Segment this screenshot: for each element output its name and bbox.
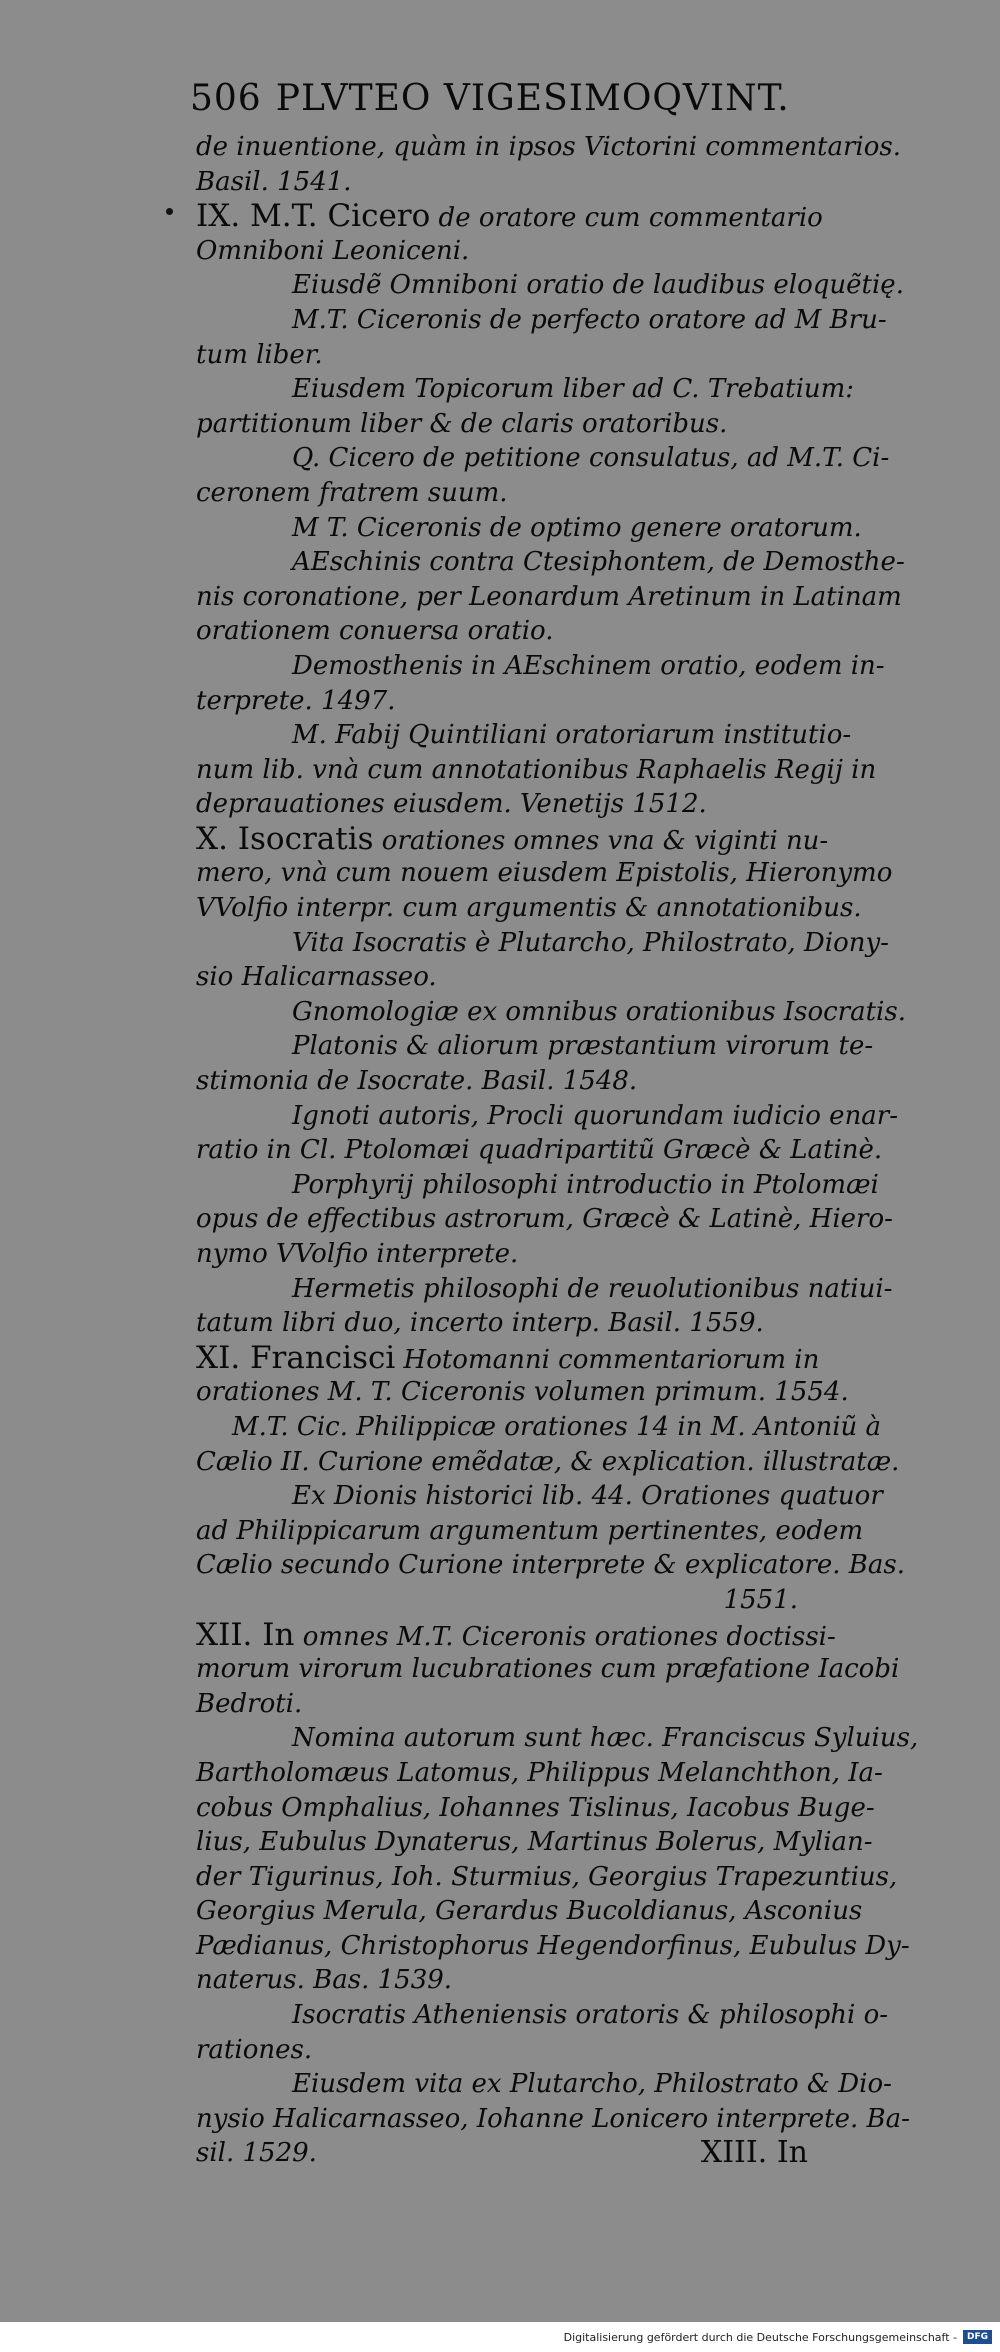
line-text: Bedroti. xyxy=(196,1688,303,1719)
line-text: de inuentione, quàm in ipsos Victorini commentarios. xyxy=(196,132,901,162)
section-heading-line xyxy=(196,820,829,857)
text-line xyxy=(196,2067,892,2102)
line-text: naterus. Bas. 1539. xyxy=(196,1965,453,1996)
text-line xyxy=(196,545,905,580)
line-text: VVolfio interpr. cum argumentis & annotationibus. xyxy=(196,893,862,924)
line-text: IX. M.T. Cicero xyxy=(196,198,431,235)
text-line xyxy=(196,1721,919,1756)
text-line xyxy=(196,684,808,719)
line-text: Nomina autorum sunt hæc. Franciscus Syluius, xyxy=(292,1723,919,1754)
text-line xyxy=(196,1998,889,2033)
line-text: M. Fabij Quintiliani oratoriarum institutio- xyxy=(292,720,852,751)
line-text: sio Halicarnasseo. xyxy=(196,962,437,993)
line-text: Eiusdẽ Omniboni oratio de laudibus eloquẽtię. xyxy=(292,270,904,301)
footer-credit: Digitalisierung gefördert durch die Deutsche Forschungsgemeinschaft - xyxy=(563,2330,957,2344)
line-text: M.T. Ciceronis de perfecto oratore ad M Bru- xyxy=(292,304,887,335)
section-heading-line xyxy=(196,198,823,235)
text-line xyxy=(196,1479,883,1514)
line-text: num lib. vnà cum annotationibus Raphaelis Regij in xyxy=(196,754,877,785)
dfg-logo: DFG xyxy=(963,2330,992,2344)
text-line xyxy=(196,1133,883,1168)
page-number: 506 xyxy=(190,78,262,119)
text-line xyxy=(196,441,890,476)
line-text: der Tigurinus, Ioh. Sturmius, Georgius Trapezuntius, xyxy=(196,1861,898,1892)
text-line xyxy=(196,1929,910,1964)
text-line xyxy=(196,1548,905,1583)
line-text: Eiusdem vita ex Plutarcho, Philostrato & Dio- xyxy=(292,2069,892,2100)
text-line xyxy=(196,1652,900,1687)
line-text: AEschinis contra Ctesiphontem, de Demosthe- xyxy=(292,547,905,578)
line-text: Vita Isocratis è Plutarcho, Philostrato, Diony- xyxy=(292,927,889,958)
line-text: tatum libri duo, incerto interp. Basil. 1559. xyxy=(196,1308,764,1339)
text-line xyxy=(196,1583,808,1618)
text-line xyxy=(196,787,808,822)
last-line xyxy=(196,2136,808,2171)
text-line xyxy=(196,1825,873,1860)
line-text: ratio in Cl. Ptolomæi quadripartitũ Græcè & Latinè. xyxy=(196,1135,883,1166)
text-line xyxy=(196,1202,893,1237)
text-line xyxy=(196,649,885,684)
text-line xyxy=(196,1306,808,1341)
text-line xyxy=(196,1894,863,1929)
text-line xyxy=(196,1410,882,1445)
margin-mark xyxy=(166,208,173,215)
line-text: tum liber. xyxy=(196,339,323,370)
text-line xyxy=(196,1168,879,1203)
line-text: 1551. xyxy=(723,1584,798,1615)
line-text-tail: orationes omnes vna & viginti nu- xyxy=(373,825,829,856)
text-line xyxy=(196,1029,874,1064)
running-title: PLVTEO VIGESIMOQVINT. xyxy=(275,78,790,119)
text-line xyxy=(196,234,808,269)
text-line xyxy=(196,1099,899,1134)
line-text: Hermetis philosophi de reuolutionibus natiui- xyxy=(292,1273,893,1304)
text-line xyxy=(196,407,808,442)
line-text-tail: de oratore cum commentario xyxy=(430,203,823,234)
line-text: nis coronatione, per Leonardum Aretinum in Latinam xyxy=(196,581,902,612)
line-text: partitionum liber & de claris oratoribus. xyxy=(196,408,728,439)
text-line xyxy=(196,995,906,1030)
line-text: rationes. xyxy=(196,2034,313,2065)
line-text: lius, Eubulus Dynaterus, Martinus Bolerus, Mylian- xyxy=(196,1827,873,1858)
line-text: Porphyrij philosophi introductio in Ptolomæi xyxy=(292,1169,879,1200)
text-line xyxy=(196,891,862,926)
text-line xyxy=(196,130,901,165)
line-text: nymo VVolfio interprete. xyxy=(196,1239,519,1269)
line-text: mero, vnà cum nouem eiusdem Epistolis, Hieronymo xyxy=(196,858,893,889)
line-text: nysio Halicarnasseo, Iohanne Lonicero interprete. Ba- xyxy=(196,2103,910,2134)
text-line xyxy=(196,511,862,546)
text-line xyxy=(196,753,877,788)
line-text: M.T. Cic. Philippicæ orationes 14 in M. Antoniũ à xyxy=(232,1411,882,1442)
line-text: terprete. 1497. xyxy=(196,685,396,716)
text-line xyxy=(196,1237,808,1272)
text-body xyxy=(196,130,919,2171)
line-text: ad Philippicarum argumentum pertinentes, eodem xyxy=(196,1515,864,1546)
text-line xyxy=(196,1791,875,1826)
text-line xyxy=(196,303,887,338)
line-text: X. Isocratis xyxy=(196,820,374,857)
line-text: morum virorum lucubrationes cum præfatione Iacobi xyxy=(196,1654,900,1685)
text-line xyxy=(196,614,808,649)
line-text-tail: Hotomanni commentariorum in xyxy=(395,1344,820,1375)
line-text: ceronem fratrem suum. xyxy=(196,477,508,508)
line-text: deprauationes eiusdem. Venetijs 1512. xyxy=(196,789,707,820)
line-text: Eiusdem Topicorum liber ad C. Trebatium: xyxy=(292,374,855,405)
line-text: Georgius Merula, Gerardus Bucoldianus, Asconius xyxy=(196,1896,863,1927)
digitization-footer xyxy=(0,2322,1000,2352)
line-text: Ignoti autoris, Procli quorundam iudicio enar- xyxy=(292,1100,899,1131)
text-line xyxy=(196,960,808,995)
line-text: M T. Ciceronis de optimo genere oratorum. xyxy=(292,512,862,543)
text-line xyxy=(196,580,902,615)
line-text: sil. 1529. xyxy=(196,2138,317,2169)
text-line xyxy=(196,2033,808,2068)
line-text: Basil. 1541. xyxy=(196,166,352,197)
line-text: XII. In xyxy=(196,1616,295,1653)
line-text: cobus Omphalius, Iohannes Tislinus, Iacobus Buge- xyxy=(196,1792,875,1823)
line-text: Bartholomæus Latomus, Philippus Melanchthon, Ia- xyxy=(196,1757,883,1788)
text-line xyxy=(196,1375,849,1410)
catchword: XIII. In xyxy=(700,2135,808,2171)
text-line xyxy=(196,2102,910,2137)
text-line xyxy=(196,372,855,407)
line-text: Q. Cicero de petitione consulatus, ad M.T. Ci- xyxy=(292,443,890,474)
line-text: orationes M. T. Ciceronis volumen primum. 1554. xyxy=(196,1377,849,1408)
text-line xyxy=(196,1272,893,1307)
text-line xyxy=(196,165,808,200)
text-line xyxy=(196,338,808,373)
text-line xyxy=(196,1860,898,1895)
text-line xyxy=(196,718,852,753)
line-text: stimonia de Isocrate. Basil. 1548. xyxy=(196,1066,638,1097)
line-text-tail: omnes M.T. Ciceronis orationes doctissi- xyxy=(294,1621,836,1652)
text-line xyxy=(196,476,808,511)
line-text: Isocratis Atheniensis oratoris & philosophi o- xyxy=(292,2000,889,2031)
running-head xyxy=(190,78,790,119)
text-line xyxy=(196,856,893,891)
line-text: orationem conuersa oratio. xyxy=(196,616,554,647)
text-line xyxy=(196,1687,808,1722)
text-line xyxy=(196,1445,900,1480)
text-line xyxy=(196,926,889,961)
section-heading-line xyxy=(196,1339,820,1376)
line-text: Cælio II. Curione emẽdatæ, & explication. illustratæ. xyxy=(196,1446,900,1477)
line-text: Cælio secundo Curione interprete & explicatore. Bas. xyxy=(196,1550,905,1581)
text-line xyxy=(196,268,904,303)
line-text: Ex Dionis historici lib. 44. Orationes quatuor xyxy=(292,1481,883,1512)
section-heading-line xyxy=(196,1616,836,1653)
text-line xyxy=(196,1756,883,1791)
line-text: Pædianus, Christophorus Hegendorfinus, Eubulus Dy- xyxy=(196,1930,910,1961)
line-text: Platonis & aliorum præstantium virorum te- xyxy=(292,1031,874,1062)
text-line xyxy=(196,1064,808,1099)
line-text: Omniboni Leoniceni. xyxy=(196,235,470,266)
line-text: opus de effectibus astrorum, Græcè & Latinè, Hiero- xyxy=(196,1204,893,1235)
text-line xyxy=(196,1514,864,1549)
text-line xyxy=(196,1963,808,1998)
line-text: XI. Francisci xyxy=(196,1339,396,1376)
line-text: Gnomologiæ ex omnibus orationibus Isocratis. xyxy=(292,996,906,1027)
line-text: Demosthenis in AEschinem oratio, eodem in- xyxy=(292,650,885,681)
